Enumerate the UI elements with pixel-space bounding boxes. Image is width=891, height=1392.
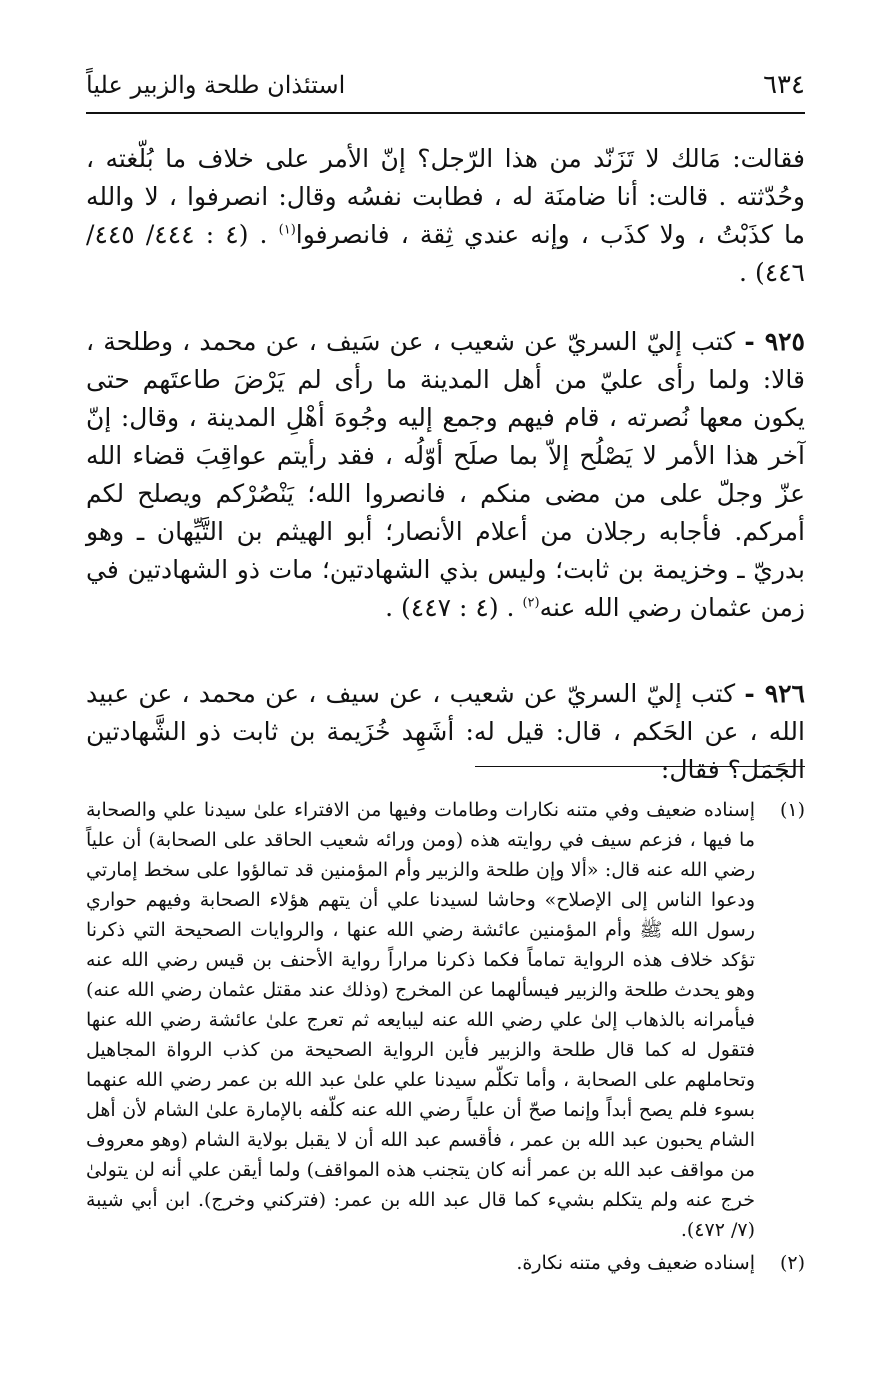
running-head: [86, 60, 805, 110]
footnote-text: إسناده ضعيف وفي متنه نكارة.: [516, 1252, 755, 1274]
footnote-2: [86, 1248, 805, 1278]
footnote-mark: (٢): [779, 1252, 805, 1274]
paragraph-text: كتب إليّ السريّ عن شعيب ، عن سيف ، عن محمد ، عن عبيد الله ، عن الحَكم ، قال: قيل له: أشَهِد خُزَيمة بن ثابت ذو الشَّهادتين الجَمَل؟ فقال:: [86, 679, 805, 784]
citation: . (٤ : ٤٤٧) .: [385, 593, 515, 622]
paragraph-text: فقالت: مَالك لا تَزَنّد من هذا الرّجل؟ إنّ الأمر على خلاف ما بُلّغته ، وحُدّثته . قالت: أنا ضامنَة له ، فطابت نفسُه وقال: انصرفوا ، لا والله ما كذَبْتُ ، ولا كذَب ، وإنه عندي ثِقة ، فانصرفوا: [86, 144, 805, 249]
page-number: ٦٣٤: [763, 70, 805, 100]
report-number: ٩٢٦ -: [744, 679, 805, 708]
paragraph-925: [86, 323, 805, 627]
footnotes-divider: [475, 766, 805, 767]
paragraph-continuation: [86, 140, 805, 292]
paragraph-text: كتب إليّ السريّ عن شعيب ، عن سَيف ، عن محمد ، وطلحة ، قالا: ولما رأى عليّ من أهل المدينة ما رأى لم يَرْضَ طاعتَهم حتى يكون معها نُصرته ، قام فيهم وجمع إليه وجُوهَ أهْلِ المدينة ، وقال: إنّ آخر هذا الأمر لا يَصْلُح إلاّ بما صلَح أوّلُه ، فقد رأيتم عواقِبَ قضاء الله عزّ وجلّ على من مضى منكم ، فانصروا الله؛ يَنْصُرْكم ويصلح لكم أمركم. فأجابه رجلان من أعلام الأنصار؛ أبو الهيثم بن التَّيِّهان ـ وهو بدريّ ـ وخزيمة بن ثابت؛ وليس بذي الشهادتين؛ مات ذو الشهادتين في زمن عثمان رضي الله عنه: [86, 327, 805, 622]
footnote-ref: (٢): [522, 595, 540, 611]
footnotes: [86, 795, 805, 1281]
footnote-ref: (١): [278, 222, 296, 238]
running-title: استئذان طلحة والزبير علياً: [86, 71, 346, 99]
footnote-1: [86, 795, 805, 1245]
header-divider: [86, 112, 805, 114]
footnote-mark: (١): [779, 799, 805, 821]
report-number: ٩٢٥ -: [744, 327, 805, 356]
paragraph-926: [86, 675, 805, 789]
citation: . (٤ : ٤٤٤/ ٤٤٥/ ٤٤٦) .: [86, 220, 805, 287]
footnote-text: إسناده ضعيف وفي متنه نكارات وطامات وفيها من الافتراء علىٰ سيدنا علي والصحابة ما فيها ، فزعم سيف في روايته هذه (ومن ورائه شعيب الحاقد على الصحابة) أن علياً رضي الله عنه قال: «ألا وإن طلحة والزبير وأم المؤمنين قد تمالؤوا على سخط إمارتي ودعوا الناس إلى الإصلاح» وحاشا لسيدنا علي أن يتهم هؤلاء الصحابة وفيهم حواري رسول الله ﷺ وأم المؤمنين عائشة رضي الله عنها ، والروايات الصحيحة التي ذكرنا تؤكد خلاف هذه الرواية تماماً فكما ذكرنا مراراً رواية الأحنف بن قيس رضي الله عنه وهو يحدث طلحة والزبير فيسألهما عن المخرج (وذلك عند مقتل عثمان رضي الله عنه) فيأمرانه بالذهاب إلىٰ علي رضي الله عنه ليبايعه ثم تعرج علىٰ عائشة رضي الله عنها فتقول له كما قال طلحة والزبير فأين الرواية الصحيحة من كذب الرواة المجاهيل وتحاملهم على الصحابة ، وأما تكلّم سيدنا علي علىٰ عبد الله بن عمر رضي الله عنهما بسوء فلم يصح أبداً وإنما صحّ أن علياً رضي الله عنه كلّفه بالإمارة علىٰ الشام لأن أهل الشام يحبون عبد الله بن عمر ، فأقسم عبد الله أن لا يقبل بولاية الشام (وهو معروف من مواقف عبد الله بن عمر أنه كان يتجنب هذه المواقف) ولما أيقن علي أنه لن يتولىٰ خرج عنه ولم يتكلم بشيء كما قال عبد الله بن عمر: (فتركني وخرج). ابن أبي شيبة (٧/ ٤٧٢).: [86, 799, 755, 1241]
